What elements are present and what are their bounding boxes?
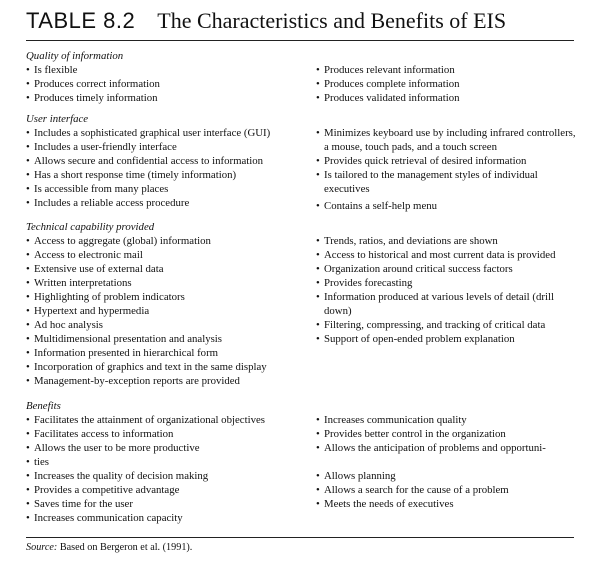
list-item: • Contains a self-help menu bbox=[316, 199, 578, 213]
list-item: • Management-by-exception reports are provided bbox=[26, 374, 306, 388]
continuation-text: • ties bbox=[26, 455, 306, 469]
list-item: • Is accessible from many places bbox=[26, 182, 306, 196]
left-column bbox=[26, 63, 306, 105]
table-title bbox=[26, 8, 506, 34]
section-user-interface bbox=[26, 112, 574, 210]
left-column bbox=[26, 413, 306, 525]
list-item: • Information produced at various levels of detail (drill down) bbox=[316, 290, 578, 318]
table-number: TABLE 8.2 bbox=[26, 8, 136, 33]
list-item: • Includes a user-friendly interface bbox=[26, 140, 306, 154]
right-column bbox=[316, 63, 578, 105]
list-item: • Includes a reliable access procedure bbox=[26, 196, 306, 210]
list-item: • Allows the anticipation of problems and opportuni- bbox=[316, 441, 578, 455]
list-item: • Provides forecasting bbox=[316, 276, 578, 290]
source-note bbox=[26, 542, 192, 553]
list-item: • Is tailored to the management styles of individual executives bbox=[316, 168, 578, 196]
list-item: • Organization around critical success factors bbox=[316, 262, 578, 276]
right-column bbox=[316, 126, 578, 213]
list-item: • Hypertext and hypermedia bbox=[26, 304, 306, 318]
list-item: • Written interpretations bbox=[26, 276, 306, 290]
list-item: • Increases communication capacity bbox=[26, 511, 306, 525]
list-item: • Produces relevant information bbox=[316, 63, 578, 77]
section-quality-of-information bbox=[26, 49, 574, 105]
list-item: • Provides a competitive advantage bbox=[26, 483, 306, 497]
source-label: Source: bbox=[26, 542, 58, 553]
list-item: • Allows planning bbox=[316, 469, 578, 483]
section-benefits bbox=[26, 399, 574, 525]
list-item: • Incorporation of graphics and text in the same display bbox=[26, 360, 306, 374]
list-item: • Produces correct information bbox=[26, 77, 306, 91]
list-item: • Multidimensional presentation and analysis bbox=[26, 332, 306, 346]
list-item: • Minimizes keyboard use by including infrared controllers, a mouse, touch pads, and a touch screen bbox=[316, 126, 578, 154]
section-title: Technical capability provided bbox=[26, 221, 155, 233]
list-item: • Access to aggregate (global) information bbox=[26, 234, 306, 248]
list-item: • Increases the quality of decision making bbox=[26, 469, 306, 483]
list-item: • Provides quick retrieval of desired information bbox=[316, 154, 578, 168]
table-heading: The Characteristics and Benefits of EIS bbox=[157, 8, 507, 33]
section-technical-capability bbox=[26, 220, 574, 388]
list-item: • Allows a search for the cause of a problem bbox=[316, 483, 578, 497]
list-item: • Produces validated information bbox=[316, 91, 578, 105]
right-column bbox=[316, 234, 578, 346]
list-item: • Produces timely information bbox=[26, 91, 306, 105]
list-item: • Allows the user to be more productive bbox=[26, 441, 306, 455]
list-item: • Increases communication quality bbox=[316, 413, 578, 427]
list-item: • Trends, ratios, and deviations are shown bbox=[316, 234, 578, 248]
list-item: • Information presented in hierarchical form bbox=[26, 346, 306, 360]
right-column bbox=[316, 413, 578, 511]
list-item: • Is flexible bbox=[26, 63, 306, 77]
list-item: • Produces complete information bbox=[316, 77, 578, 91]
list-item: • Highlighting of problem indicators bbox=[26, 290, 306, 304]
list-item: • Facilitates the attainment of organizational objectives bbox=[26, 413, 306, 427]
list-item: • Facilitates access to information bbox=[26, 427, 306, 441]
list-item: • Filtering, compressing, and tracking of critical data bbox=[316, 318, 578, 332]
section-title: User interface bbox=[26, 113, 89, 125]
section-title: Quality of information bbox=[26, 50, 124, 62]
list-item: • Meets the needs of executives bbox=[316, 497, 578, 511]
list-item: • Ad hoc analysis bbox=[26, 318, 306, 332]
bottom-rule bbox=[26, 537, 574, 538]
left-column bbox=[26, 126, 306, 210]
list-item: • Extensive use of external data bbox=[26, 262, 306, 276]
list-item: • Has a short response time (timely information) bbox=[26, 168, 306, 182]
left-column bbox=[26, 234, 306, 388]
list-item: • Allows secure and confidential access to information bbox=[26, 154, 306, 168]
list-item: • Includes a sophisticated graphical user interface (GUI) bbox=[26, 126, 306, 140]
list-item: • Support of open-ended problem explanation bbox=[316, 332, 578, 346]
list-item: • Access to historical and most current data is provided bbox=[316, 248, 578, 262]
top-rule bbox=[26, 40, 574, 41]
source-text: Based on Bergeron et al. (1991). bbox=[59, 542, 193, 553]
list-item: • Access to electronic mail bbox=[26, 248, 306, 262]
section-title: Benefits bbox=[26, 400, 61, 412]
list-item: • Provides better control in the organization bbox=[316, 427, 578, 441]
list-item: • Saves time for the user bbox=[26, 497, 306, 511]
